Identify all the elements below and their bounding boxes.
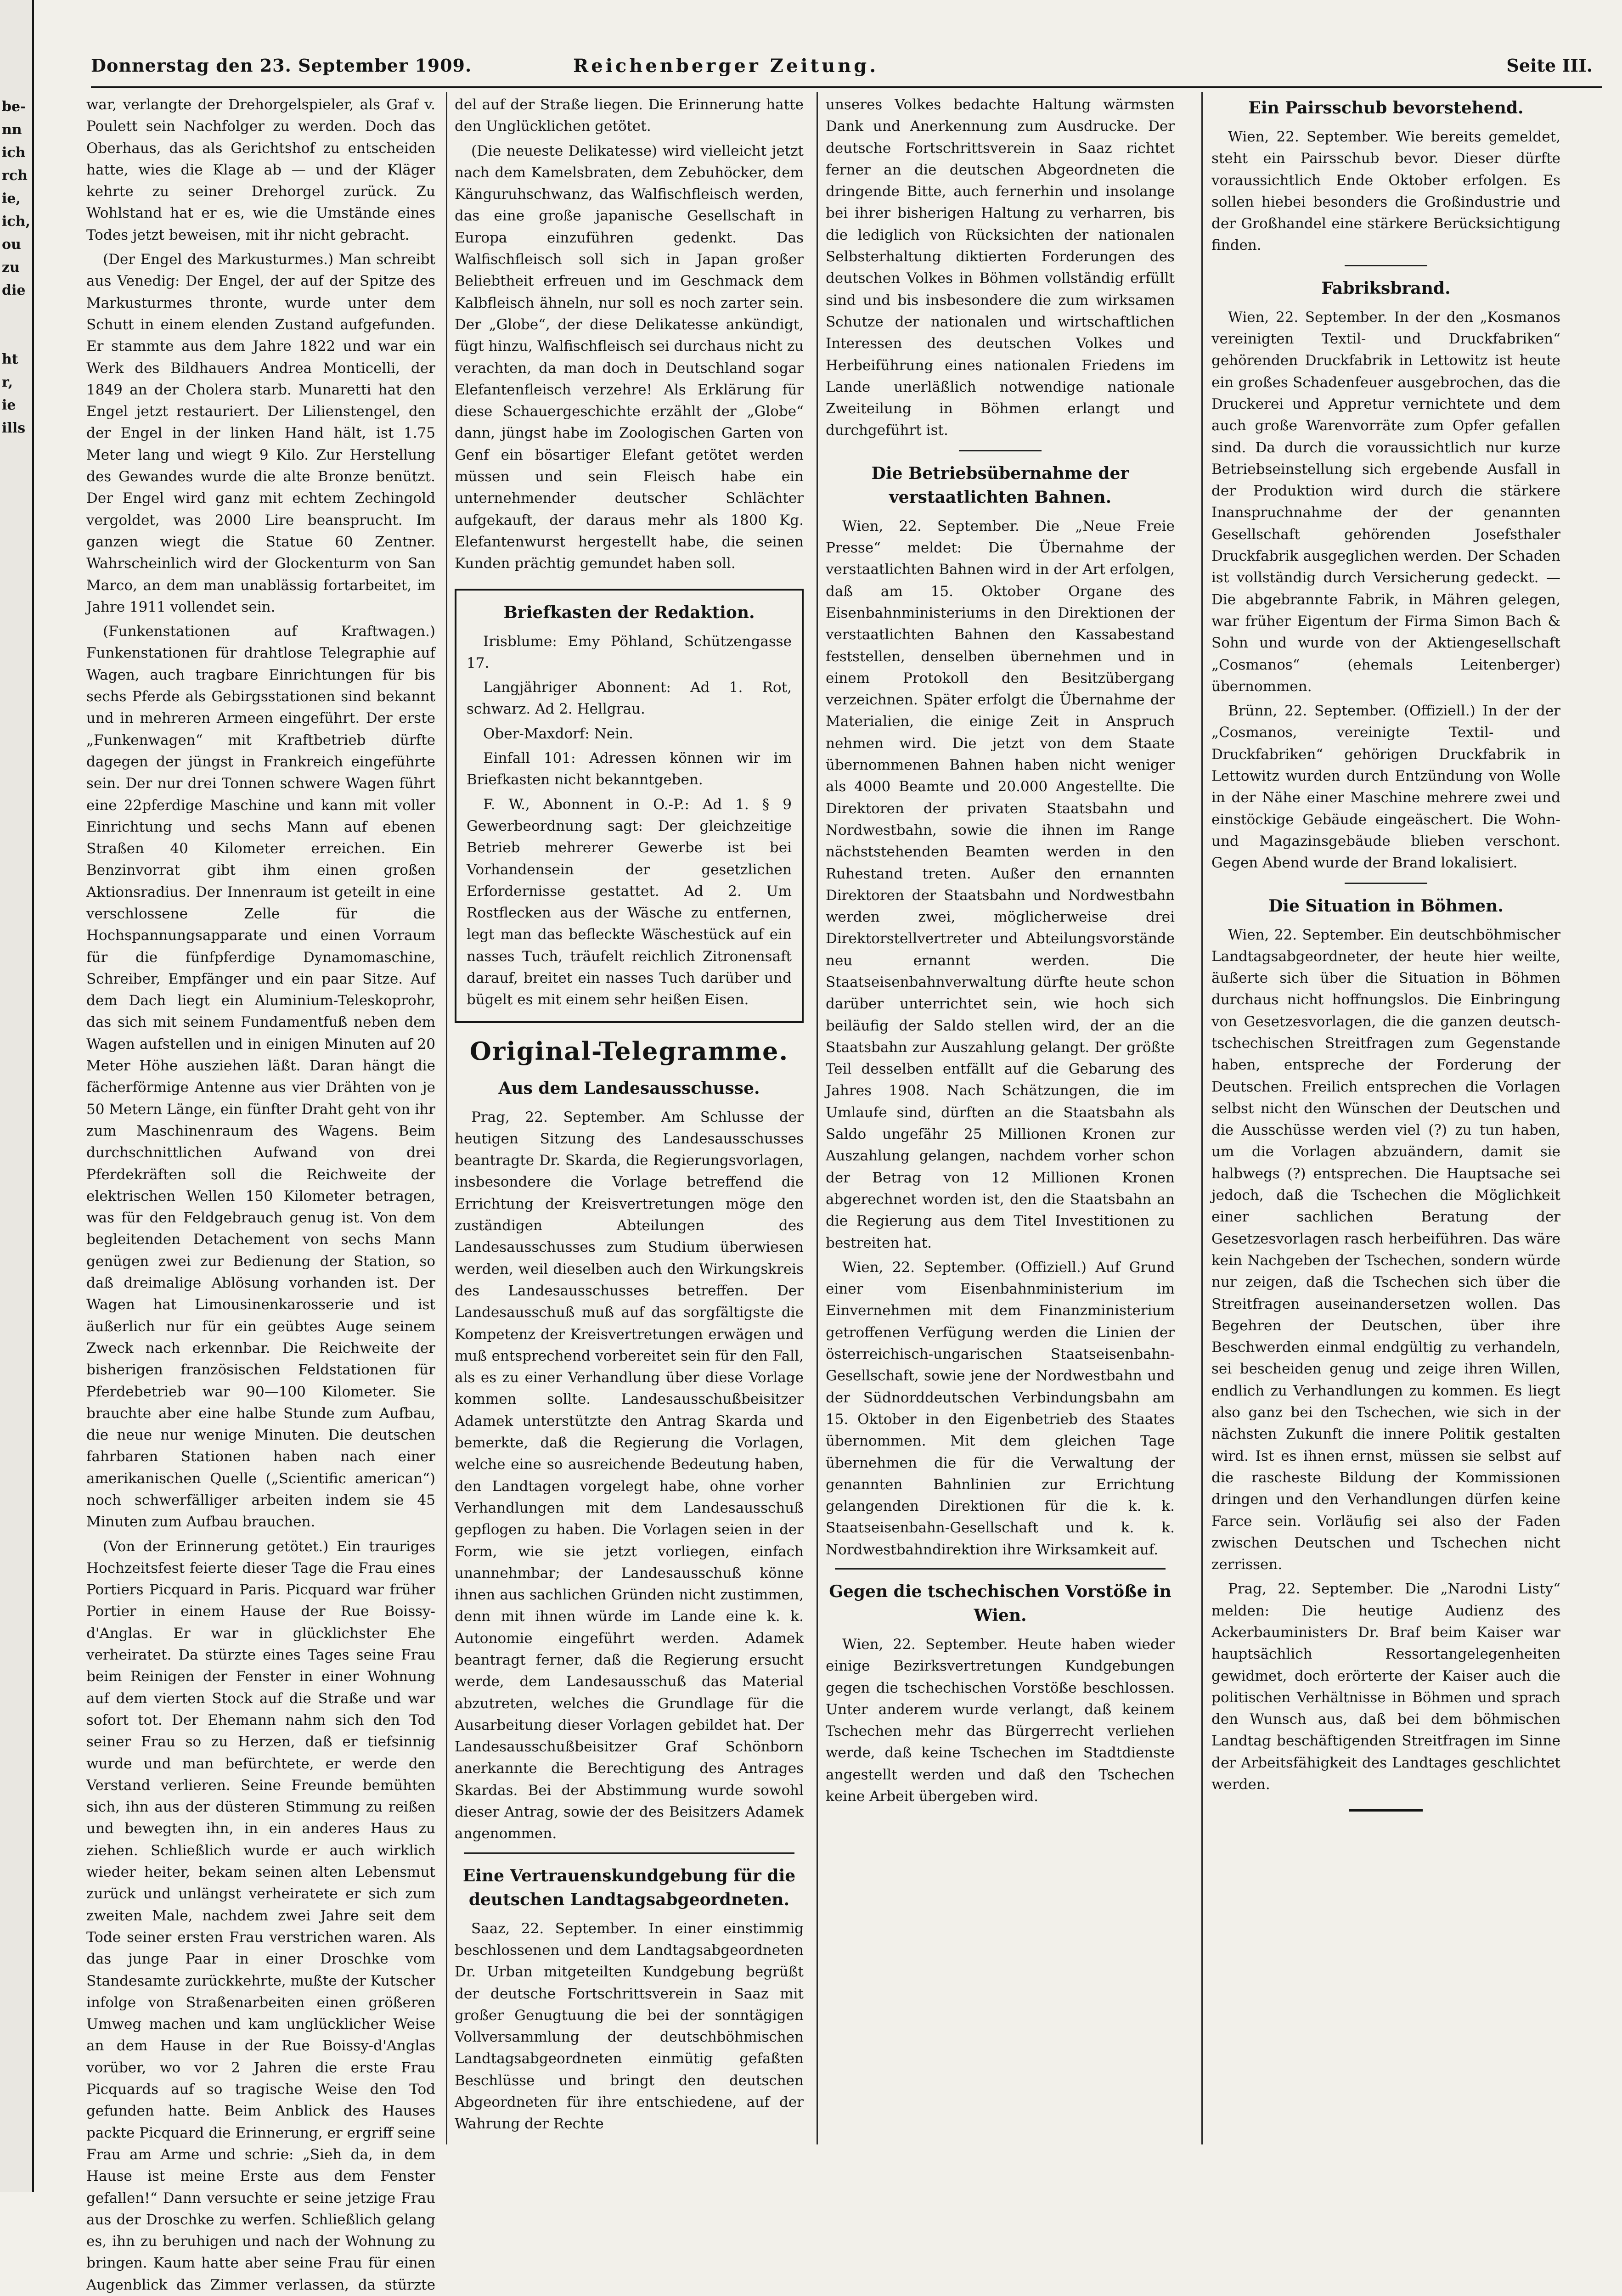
article-paragraph: (Die neueste Delikatesse) wird vielleicht jetzt nach dem Kamelsbraten, dem Zebuhöcker, dem Känguruhschwanz, das Walfischfleisch werden, das eine große japanische Gesellschaft in Europa einzuführen gedenkt. Das Walfischfleisch soll sich in Japan großer Beliebtheit erfreuen und im Geschmack dem Kalbfleisch ähneln, nur soll es noch zarter sein. Der „Globe“, der diese Delikatesse ankündigt, fügt hinzu, Walfischfleisch sei durchaus nicht zu verachten, da man doch in Deutschland sogar Elefantenfleisch verzehre! Als Erklärung für diese Schauergeschichte erzählt der „Globe“ dann, jüngst habe im Zoologischen Garten von Genf ein bösartiger Elefant getötet werden müssen und sein Fleisch habe ein unternehmender deutscher Schlächter aufgekauft, der daraus mehr als 1800 Kg. Elefantenwurst hergestellt habe, die seinen Kunden prächtig gemundet haben soll. — [455, 142, 804, 572]
masthead-rule — [91, 86, 1602, 88]
edge-fragment: ou — [2, 236, 21, 253]
column-2 — [455, 94, 804, 2133]
article-paragraph: Saaz, 22. September. In einer einstimmig beschlossenen und dem Landtagsabgeordneten Dr. Urban mitgeteilten Kundgebung begrüßt der deutsche Fortschrittsverein in Saaz mit großer Genugtuung die bei der sonntägigen Vollversammlung der deutschböhmischen Landtagsabgeordneten einmütig gefaßten Beschlüsse und bringt den deutschen Abgeordneten für ihre entschiedene, auf der Wahrung der Rechte — [455, 1920, 804, 2133]
briefkasten-entry: Ober-Maxdorf: Nein. — [483, 725, 633, 742]
article-paragraph: Wien, 22. September. Ein deutschböhmischer Landtagsabgeordneter, der heute hier weilte, äußerte sich über die Situation in Böhmen durchaus nicht hoffnungslos. Die Einbringung von Gesetzesvorlagen, die die ganzen deutsch-tschechischen Streitfragen zum Gegenstande haben, entspreche der Forderung der Deutschen. Freilich entsprechen die Vorlagen selbst nicht den Wünschen der Deutschen und die Ausschüsse werden viel (?) zu tun haben, um die Vorlagen abzuändern, damit sie halbwegs (?) entsprechen. Die Hauptsache sei jedoch, daß die Tschechen die Möglichkeit einer sachlichen Beratung der Gesetzesvorlagen rasch herbeiführen. Das wäre kein Nachgeben der Tschechen, sondern würde nur zeigen, daß die Tschechen sich über die Streitfragen auseinandersetzen wollen. Das Begehren der Deutschen, über ihre Beschwerden einmal endgültig zu verhandeln, sei bescheiden genug und zeige ihren Willen, endlich zu Verhandlungen zu kommen. Es liegt also ganz bei den Tschechen, wie sich in der nächsten Zukunft die innere Politik gestalten wird. Ist es ihnen ernst, müssen sie selbst auf die rascheste Bildung der Kommissionen dringen und den Verhandlungen dürfen keine Farce sein. Vorläufig sei also der Faden zwischen Deutschen und Tschechen nicht zerrissen. — [1211, 926, 1560, 1573]
issue-date: Donnerstag den 23. September 1909. — [91, 55, 472, 76]
briefkasten-entry: F. W., Abonnent in O.-P.: Ad 1. § 9 Gewerbeordnung sagt: Der gleichzeitige Betrieb mehrerer Gewerbe ist bei Vorhandensein der gesetzlichen Erfordernisse gestattet. Ad 2. Um Rostflecken aus der Wäsche zu entfernen, legt man das befleckte Wäschestück auf ein nasses Tuch, träufelt reichlich Zitronensaft darauf, breitet ein nasses Tuch darüber und bügelt es mit einem sehr heißen Eisen. — [467, 796, 792, 1008]
article-paragraph: (Funkenstationen auf Kraftwagen.) Funkenstationen für drahtlose Telegraphie auf Wagen, auch tragbare Einrichtungen für bis sechs Pferde als Gebirgsstationen sind bekannt und in mehreren Armeen eingeführt. Der erste „Funkenwagen“ mit Kraftbetrieb dürfte dagegen der jüngst in Frankreich eingeführte sein. Der nur drei Tonnen schwere Wagen führt eine 22pferdige Maschine und kann mit voller Einrichtung und sechs Mann auf ebenen Straßen 40 Kilometer erreichen. Ein Benzinvorrat gibt ihm einen großen Aktionsradius. Der Innenraum ist geteilt in eine verschlossene Zelle für die Hochspannungsapparate und einen Vorraum für die fünfpferdige Dynamomaschine, Schreiber, Empfänger und ein paar Sitze. Auf dem Dach liegt ein Aluminium-Teleskoprohr, das sich mit seinem Fundamentfuß neben dem Wagen aufstellen und in einigen Minuten auf 20 Meter Höhe ausziehen läßt. Daran hängt die fächerförmige Antenne aus vier Drähten von je 50 Metern Länge, ein fünfter Draht geht von ihr zum Maschinenraum des Wagens. Beim durchschnittlichen Aufwand von drei Pferdekräften soll die Reichweite der elektrischen Wellen 150 Kilometer betragen, was für den Feldgebrauch genug ist. Von dem begleitenden Detachement von sechs Mann genügen zwei zur Bedienung der Station, so daß dreimalige Ablösung vorhanden ist. Der Wagen hat Limousinenkarosserie und ist äußerlich nur für ein geübtes Auge seinem Zweck nach erkennbar. Die Reichweite der bisherigen französischen Feldstationen für Pferdebetrieb war 90—100 Kilometer. Sie brauchte aber eine halbe Stunde zum Aufbau, die neue nur wenige Minuten. Die deutschen fahrbaren Stationen haben nach einer amerikanischen Quelle („Scientific american“) noch schwerfälliger arbeiten indem sie 45 Minuten zum Aufbau brauchen. — [86, 623, 435, 1531]
edge-fragment: ills — [2, 420, 26, 436]
briefkasten-box — [455, 589, 804, 1023]
edge-fragment: rch — [2, 168, 28, 184]
article-paragraph: Wien, 22. September. Heute haben wieder einige Bezirksvertretungen Kundgebungen gegen die tschechischen Vorstöße beschlossen. Unter anderem wurde verlangt, daß keinem Tschechen mehr das Bürgerrecht verliehen werde, daß keine Tschechen im Stadtdienste angestellt werden und daß den Tschechen keine Arbeit übergeben wird. — [826, 1636, 1175, 1805]
edge-fragment: die — [2, 282, 26, 298]
article-paragraph: Wien, 22. September. In der den „Kosmanos vereinigten Textil- und Druckfabriken“ gehörenden Druckfabrik in Lettowitz ist heute ein großes Schadenfeuer ausgebrochen, das die Druckerei und Appretur vernichtete und dem auch große Warenvorräte zum Opfer gefallen sind. Da durch die voraussichtlich nur kurze Betriebseinstellung sich ergebende Ausfall in der Produktion wird durch die stärkere Inanspruchnahme der der genannten Gesellschaft gehörenden Josefsthaler Druckfabrik ausgeglichen werden. Der Schaden ist vollständig durch Versicherung gedeckt. — Die abgebrannte Fabrik, in Mähren gelegen, war früher Eigentum der Firma Simon Bach & Sohn und wurde von der Aktiengesellschaft „Cosmanos“ (ehemals Leitenberger) übernommen. — [1211, 309, 1560, 695]
article-paragraph: unseres Volkes bedachte Haltung wärmsten Dank und Anerkennung zum Ausdrucke. Der deutsche Fortschrittsverein in Saaz richtet ferner an die deutschen Abgeordneten die dringende Bitte, auch fernerhin und insolange bei ihrer bisherigen Haltung zu verharren, bis die lediglich von Rücksichten der nationalen Selbsterhaltung diktierten Forderungen des deutschen Volkes in Böhmen vollständig erfüllt sind und bis insbesondere die zum wirksamen Schutze der nationalen und wirtschaftlichen Interessen des deutschen Volkes und Herbeiführung eines nationalen Friedens im Lande unerläßlich notwendige nationale Zweiteilung in Böhmen erlangt und durchgeführt ist. — [826, 96, 1175, 439]
adjacent-page-edge — [0, 0, 34, 2192]
article-heading: Gegen die tschechischen Vorstöße in Wien. — [829, 1582, 1171, 1625]
edge-fragment: be- — [2, 99, 26, 115]
article-paragraph: Prag, 22. September. Am Schlusse der heutigen Sitzung des Landesausschusses beantragte Dr. Skarda, die Regierungsvorlagen, insbesondere die Vorlage betreffend die Errichtung der Kreisvertretungen möge den zuständigen Abteilungen des Landesausschusses zum Studium überwiesen werden, weil dieselben auch den Wirkungskreis des Landesausschusses betreffen. Der Landesausschuß muß auf das sorgfältigste die Kompetenz der Kreisvertretungen erwägen und muß entsprechend vorbereitet sein für den Fall, als es zu einer Verhandlung über diese Vorlage kommen sollte. Landesausschußbeisitzer Adamek unterstützte den Antrag Skarda und bemerkte, daß die Regierung die Vorlagen, welche eine so ausreichende Bedeutung haben, den Landtagen vorgelegt habe, ohne vorher Verhandlungen mit dem Landesausschuß gepflogen zu haben. Die Vorlagen seien in der Form, wie sie jetzt vorliegen, einfach unannehmbar; der Landesausschuß könne ihnen aus sachlichen Gründen nicht zustimmen, denn mit ihnen würde im Lande eine k. k. Autonomie eingeführt werden. Adamek beantragt ferner, daß die Regierung ersucht werde, dem Landesausschuß das Material abzutreten, welches die Grundlage für die Ausarbeitung dieser Vorlagen gebildet hat. Der Landesausschußbeisitzer Graf Schönborn anerkannte die Berechtigung des Antrages Skardas. Bei der Abstimmung wurde sowohl dieser Antrag, sowie der des Beisitzers Adamek angenommen. — [455, 1109, 804, 1842]
article-paragraph: war, verlangte der Drehorgelspieler, als Graf v. Poulett sein Nachfolger zu werden. Doch das Oberhaus, das als Gerichtshof zu entscheiden hatte, wies die Klage ab — und der Kläger kehrte zu seiner Drehorgel zurück. Zu Wohlstand hat er es, wie die Umstände eines Todes jetzt beweisen, mit ihr nicht gebracht. — [86, 96, 435, 243]
article-heading: Ein Pairsschub bevorstehend. — [1248, 98, 1524, 118]
article-divider — [1345, 883, 1427, 884]
section-heading: Original-Telegramme. — [469, 1036, 789, 1066]
article-paragraph: Prag, 22. September. Die „Narodni Listy“ melden: Die heutige Audienz des Ackerbauministers Dr. Braf beim Kaiser war hauptsächlich Ressortangelegenheiten gewidmet, doch erörterte der Kaiser auch die politischen Verhältnisse in Böhmen und sprach den Wunsch aus, daß bei dem böhmischen Landtag beschäftigenden Streitfragen im Sinne der Arbeitsfähigkeit des Landtages geschlichtet werden. — [1211, 1581, 1560, 1793]
briefkasten-entry: Einfall 101: Adressen können wir im Briefkasten nicht bekanntgeben. — [467, 750, 792, 788]
edge-fragment: nn — [2, 122, 22, 138]
article-paragraph: Wien, 22. September. Wie bereits gemeldet, steht ein Pairsschub bevor. Dieser dürfte voraussichtlich Ende Oktober erfolgen. Es sollen hiebei besonders die Großindustrie und der Großhandel eine stärkere Berücksichtigung finden. — [1211, 129, 1560, 254]
edge-fragment: ie — [2, 397, 16, 413]
column-divider — [1201, 92, 1203, 2144]
article-heading: Fabriksbrand. — [1321, 278, 1451, 298]
column-4 — [1211, 94, 1560, 2128]
article-paragraph: Wien, 22. September. (Offiziell.) Auf Grund einer vom Eisenbahnministerium im Einvernehmen mit dem Finanzministerium getroffenen Verfügung werden die Linien der österreichisch-ungarischen Staatseisenbahn-Gesellschaft, sowie jene der Nordwestbahn und der Südnorddeutschen Verbindungsbahn am 15. Oktober in den Eigenbetrieb des Staates übernommen. Mit dem gleichen Tage übernehmen die für die Verwaltung der genannten Bahnlinien zur Errichtung gelangenden Direktionen für die k. k. Staatseisenbahn-Gesellschaft und k. k. Nordwestbahndirektion ihre Wirksamkeit auf. — [826, 1259, 1175, 1558]
article-heading: Aus dem Landesausschusse. — [498, 1078, 760, 1098]
edge-fragment: ht — [2, 351, 18, 367]
newspaper-title: Reichenberger Zeitung. — [573, 55, 879, 77]
briefkasten-entry: Irisblume: Emy Pöhland, Schützengasse 17. — [467, 633, 792, 671]
article-heading: Die Situation in Böhmen. — [1268, 896, 1504, 916]
article-paragraph: Wien, 22. September. Die „Neue Freie Presse“ meldet: Die Übernahme der verstaatlichten Bahnen wird in der Art erfolgen, daß am 15. Oktober Organe des Eisenbahnministeriums in den Direktionen der verstaatlichten Bahnen den Kassabestand feststellen, denselben übernehmen und in einem Protokoll den Besitzübergang verzeichnen. Später erfolgt die Übernahme der Materialien, die einige Zeit in Anspruch nehmen wird. Die jetzt von dem Staate übernommenen Bahnen haben nicht weniger als 4000 Beamte und 20.000 Angestellte. Die Direktoren der privaten Staatsbahn und Nordwestbahn, sowie die ihnen im Range nächststehenden Beamten werden in den Ruhestand treten. Außer den ernannten Direktoren der Staatsbahn und Nordwestbahn werden zwei, möglicherweise drei Direktorstellvertreter und Abteilungsvorstände neu ernannt werden. Die Staatseisenbahnverwaltung dürfte heute schon darüber unterrichtet sein, wie hoch sich beiläufig der Saldo stellen wird, der an die Staatsbahn zur Auszahlung gelangt. Der größte Teil desselben entfällt auf die Gebarung des Jahres 1908. Nach Schätzungen, die im Umlaufe sind, dürften an die Staatsbahn als Saldo ungefähr 25 Millionen Kronen zur Auszahlung gelangen, nachdem vorher schon der Betrag von 12 Millionen Kronen abgerechnet worden ist, den die Staatsbahn an die Regierung aus dem Titel Investitionen zu bestreiten hat. — [826, 518, 1175, 1251]
article-heading: Eine Vertrauenskundgebung für die deutschen Landtagsabgeordneten. — [462, 1866, 796, 1909]
end-rule — [1349, 1809, 1423, 1812]
article-paragraph: Brünn, 22. September. (Offiziell.) In der der „Cosmanos, vereinigte Textil- und Druckfabriken“ gehörigen Druckfabrik in Lettowitz wurden durch Entzündung von Wolle in der Nähe einer Maschine mehrere zwei und einstöckige Gebäude eingeäschert. Die Wohn- und Magazinsgebäude blieben verschont. Gegen Abend wurde der Brand lokalisiert. — [1211, 703, 1560, 872]
edge-fragment: ich, — [2, 214, 30, 230]
article-divider — [1345, 265, 1427, 266]
briefkasten-heading: Briefkasten der Redaktion. — [503, 602, 755, 622]
article-heading: Die Betriebsübernahme der verstaatlichten Bahnen. — [871, 463, 1129, 507]
column-divider — [446, 92, 447, 2144]
newspaper-page — [36, 0, 1622, 2293]
article-divider — [464, 1852, 794, 1854]
edge-fragment: ich — [2, 145, 26, 161]
article-divider — [835, 1568, 1166, 1570]
edge-fragment: ie, — [2, 191, 21, 207]
edge-fragment: r, — [2, 374, 13, 390]
page-number: Seite III. — [1506, 55, 1593, 76]
briefkasten-entry: Langjähriger Abonnent: Ad 1. Rot, schwarz. Ad 2. Hellgrau. — [467, 679, 792, 718]
column-1 — [86, 94, 435, 2293]
article-paragraph: del auf der Straße liegen. Die Erinnerung hatte den Unglücklichen getötet. — [455, 96, 804, 135]
edge-fragment: zu — [2, 259, 20, 276]
article-divider — [959, 450, 1042, 451]
masthead — [91, 55, 1593, 83]
article-paragraph: (Der Engel des Markusturmes.) Man schreibt aus Venedig: Der Engel, der auf der Spitze des Markusturmes thronte, wurde unter dem Schutt in einem elenden Zustand aufgefunden. Er stammte aus dem Jahre 1822 und war ein Werk des Bildhauers Andrea Monticelli, der 1849 an der Cholera starb. Munaretti hat den Engel jetzt restauriert. Der Lilienstengel, den der Engel in der linken Hand hält, ist 1.75 Meter lang und wiegt 9 Kilo. Zur Herstellung des Gewandes wurde die alte Bronze benützt. Der Engel wird ganz mit echtem Zechingold vergoldet, was 2000 Lire beansprucht. Im ganzen wiegt die Statue 60 Zentner. Wahrscheinlich wird der Glockenturm von San Marco, an dem man unablässig fortarbeitet, im Jahre 1911 vollendet sein. — [86, 251, 435, 615]
column-3 — [826, 94, 1175, 2128]
column-divider — [817, 92, 818, 2144]
article-paragraph: (Von der Erinnerung getötet.) Ein trauriges Hochzeitsfest feierte dieser Tage die Frau eines Portiers Picquard in Paris. Picquard war früher Portier in einem Hause der Rue Boissy-d'Anglas. Er war in glücklichster Ehe verheiratet. Da stürzte eines Tages seine Frau beim Reinigen der Fenster in einer Wohnung auf dem vierten Stock auf die Straße und war sofort tot. Der Ehemann nahm sich den Tod seiner Frau so zu Herzen, daß er tiefsinnig wurde und man befürchtete, er werde den Verstand verlieren. Seine Freunde bemühten sich, ihn aus der düsteren Stimmung zu reißen und bewegten ihn, in ein anderes Haus zu ziehen. Schließlich wurde er auch wirklich wieder heiter, bekam seinen alten Lebensmut zurück und unlängst verheiratete er sich zum zweiten Male, nachdem zwei Jahre seit dem Tode seiner ersten Frau verstrichen waren. Als das junge Paar in einer Droschke vom Standesamte zurückkehrte, mußte der Kutscher infolge von Straßenarbeiten einen größeren Umweg machen und kam unglücklicher Weise an dem Hause in der Rue Boissy-d'Anglas vorüber, wo vor 2 Jahren die erste Frau Picquards auf so tragische Weise den Tod gefunden hatte. Beim Anblick des Hauses packte Picquard die Erinnerung, er ergriff seine Frau am Arme und schrie: „Sieh da, in dem Hause ist meine Erste aus dem Fenster gefallen!“ Dann versuchte er seine jetzige Frau aus der Droschke zu werfen. Schließlich gelang es, ihn zu beruhigen und nach der Wohnung zu bringen. Kaum hatte aber seine Frau für einen Augenblick das Zimmer verlassen, da stürzte — [86, 1538, 435, 2293]
